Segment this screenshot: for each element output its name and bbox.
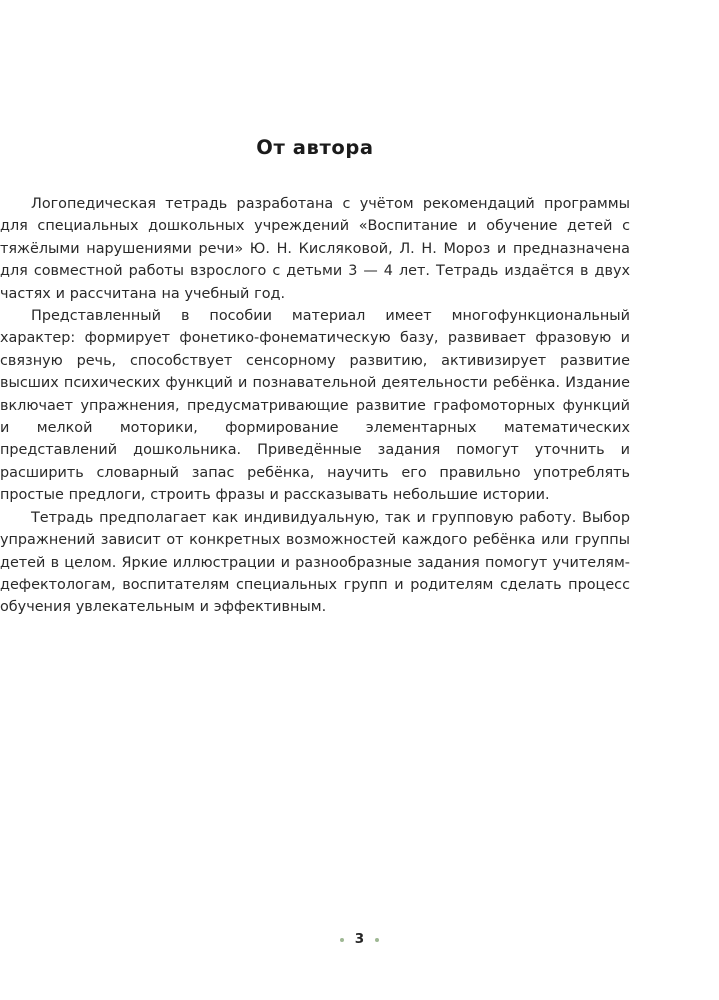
page-number: 3 [354,931,365,948]
bullet-dot-icon-right [375,938,379,942]
page-footer [0,928,719,952]
paragraph: Логопедическая тетрадь разработана с учётом рекомендаций программы для специальных дошкольных учреждений «Воспитание и обучение детей с тяжёлыми нарушениями речи» Ю. Н. Кисляковой, Л. Н. Мороз и предназначена для совместной работы взрослого с детьми 3 — 4 лет. Тетрадь издаётся в двух частях и рассчитана на учебный год. [0,196,630,302]
bullet-dot-icon-left [340,938,344,942]
paragraph: Тетрадь предполагает как индивидуальную, так и групповую работу. Выбор упражнений зависит от конкретных возможностей каждого ребёнка или группы детей в целом. Яркие иллюстрации и разнообразные задания помогут учителям-дефектологам, воспитателям специальных групп и родителям сделать процесс обучения увлекательным и эффективным. [0,509,630,616]
paragraph: Представленный в пособии материал имеет многофункциональный характер: формирует фонетико-фонематическую базу, развивает фразовую и связную речь, способствует сенсорному развитию, активизирует развитие высших психических функций и познавательной деятельности ребёнка. Издание включает упражнения, предусматривающие развитие графомоторных функций и мелкой моторики, формирование элементарных математических представлений дошкольника. Приведённые задания помогут уточнить и расширить словарный запас ребёнка, научить его правильно употреблять простые предлоги, строить фразы и рассказывать небольшие истории. [0,308,630,504]
page-title: От автора [256,136,374,159]
body-text-block [0,193,630,619]
